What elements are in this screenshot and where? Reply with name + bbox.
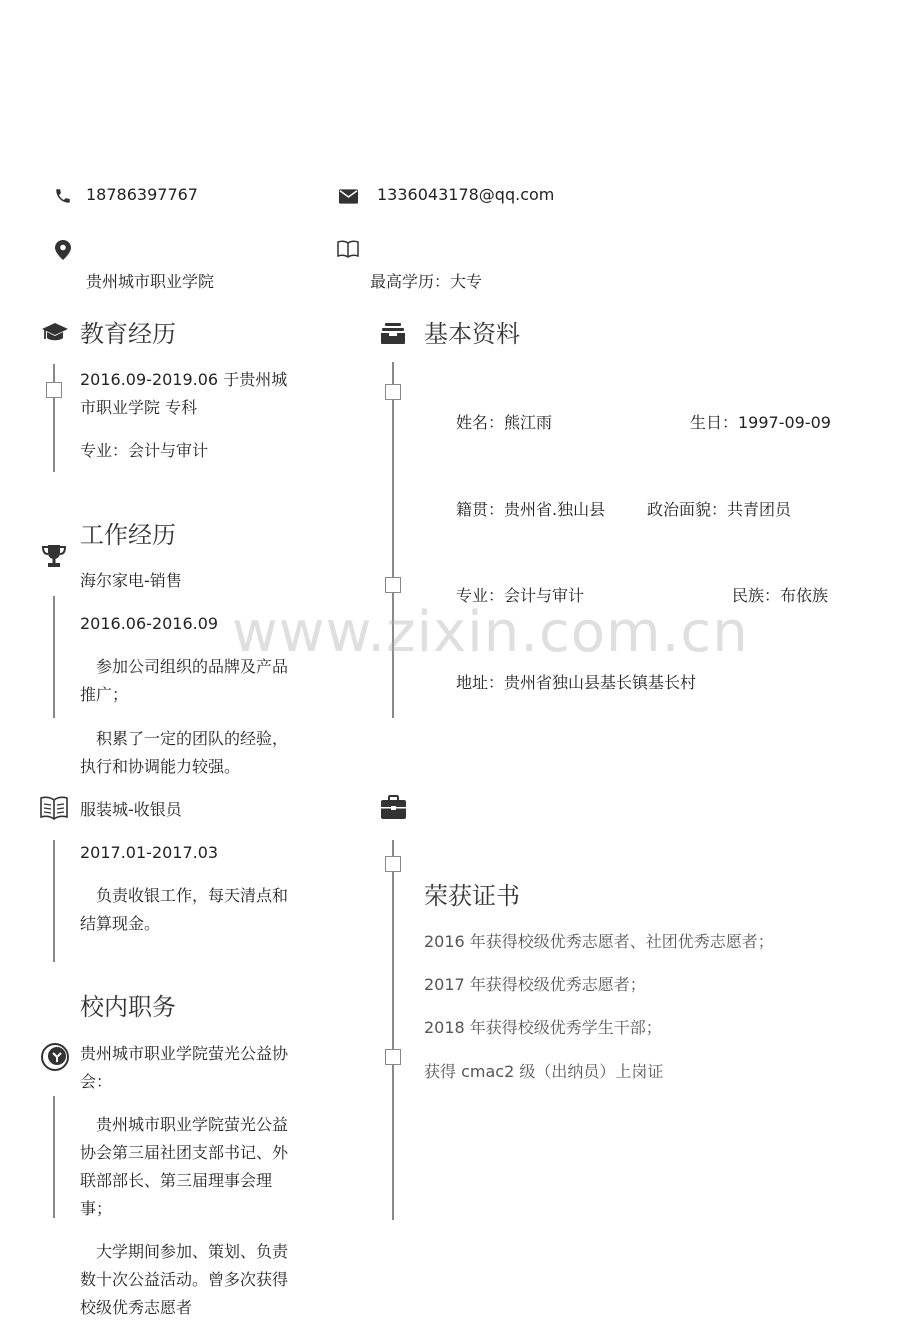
phone-icon [54,187,72,205]
award-item: 2016 年获得校级优秀志愿者、社团优秀志愿者； [424,932,774,951]
briefcase-icon [380,795,407,820]
basic-native-place: 籍贯：贵州省.独山县 [456,500,606,519]
open-book-icon [337,240,359,258]
education-period-school: 2016.09-2019.06 于贵州城市职业学院 专科 [80,370,288,417]
timeline-marker [385,856,401,872]
campus-section-title: 校内职务 [80,993,176,1021]
inbox-icon [380,322,406,345]
award-item: 2018 年获得校级优秀学生干部； [424,1018,662,1037]
award-item: 获得 cmac2 级（出纳员）上岗证 [424,1062,664,1081]
timeline-marker [385,384,401,400]
campus-org: 贵州城市职业学院萤光公益协会： [80,1044,289,1091]
campus-timeline [53,1096,55,1218]
school-name: 贵州城市职业学院 [86,272,215,291]
phone-number: 18786397767 [86,185,198,204]
awards-timeline [392,840,394,1220]
basic-birthday: 生日：1997-09-09 [690,413,831,432]
education-major: 专业：会计与审计 [80,441,209,460]
job1-desc1: 参加公司组织的品牌及产品推广； [80,657,289,704]
badge-icon [40,1042,70,1072]
work-timeline-2 [53,840,55,962]
envelope-icon [339,189,358,204]
basic-name: 姓名：熊江雨 [456,413,553,432]
graduation-cap-icon [41,322,69,344]
awards-section-title: 荣获证书 [424,882,520,910]
job1-period: 2016.06-2016.09 [80,614,219,633]
basic-section-title: 基本资料 [424,320,520,348]
job2-period: 2017.01-2017.03 [80,843,219,862]
work-section-title: 工作经历 [80,521,176,549]
campus-desc2: 大学期间参加、策划、负责数十次公益活动。曾多次获得校级优秀志愿者 [80,1242,289,1317]
education-timeline [53,364,55,472]
basic-address: 地址：贵州省独山县基长镇基长村 [456,673,697,692]
email-address: 1336043178@qq.com [377,185,555,204]
timeline-marker [385,1049,401,1065]
basic-ethnicity: 民族：布依族 [732,586,829,605]
award-item: 2017 年获得校级优秀志愿者； [424,975,646,994]
highest-degree: 最高学历：大专 [370,272,483,291]
job1-name: 海尔家电-销售 [80,571,182,590]
timeline-marker [385,577,401,593]
job2-name: 服装城-收银员 [80,800,182,819]
job2-desc1: 负责收银工作，每天清点和结算现金。 [80,886,289,933]
campus-desc1: 贵州城市职业学院萤光公益协会第三届社团支部书记、外联部部长、第三届理事会理事； [80,1115,289,1218]
job1-desc2: 积累了一定的团队的经验，执行和协调能力较强。 [80,729,289,776]
basic-political-status: 政治面貌：共青团员 [647,500,792,519]
book-icon [40,796,68,820]
education-section-title: 教育经历 [80,320,176,348]
basic-major: 专业：会计与审计 [456,586,585,605]
map-pin-icon [55,240,71,260]
timeline-marker [46,382,62,398]
watermark: www.zixin.com.cn [232,600,749,665]
trophy-icon [41,544,67,569]
work-timeline-1 [53,596,55,718]
